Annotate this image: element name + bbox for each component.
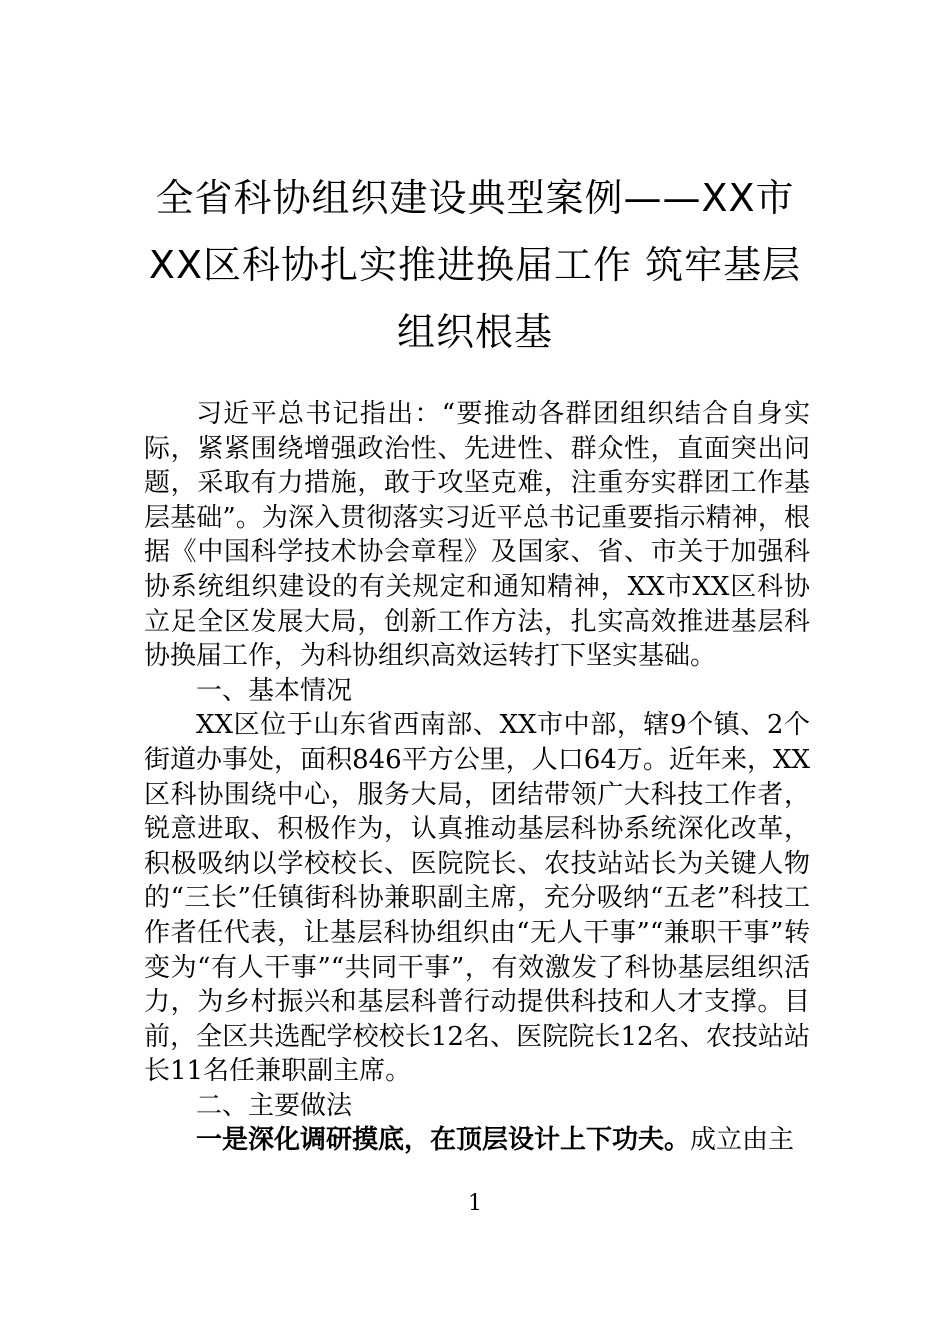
methods-continuation: 成立由主 [690, 1125, 795, 1156]
section-heading-methods: 二、主要做法 [196, 1090, 353, 1121]
methods-paragraph [144, 1123, 810, 1158]
methods-lead-sentence: 一是深化调研摸底，在顶层设计上下功夫。 [196, 1125, 691, 1156]
page-number: 1 [468, 1191, 482, 1216]
intro-paragraph: 习近平总书记指出：“要推动各群团组织结合自身实际，紧紧围绕增强政治性、先进性、群众性，直面突出问题，采取有力措施，敢于攻坚克难，注重夯实群团工作基层基础”。为深入贯彻落实习近平总书记重要指示精神，根据《中国科学技术协会章程》及国家、省、市关于加强科协系统组织建设的有关规定和通知精神，XX市XX区科协立足全区发展大局，创新工作方法，扎实高效推进基层科协换届工作，为科协组织高效运转打下坚实基础。 [144, 399, 810, 672]
basic-info-paragraph: XX区位于山东省西南部、XX市中部，辖9个镇、2个街道办事处，面积846平方公里，人口64万。近年来，XX区科协围绕中心，服务大局，团结带领广大科技工作者，锐意进取、积极作为，认真推动基层科协系统深化改革，积极吸纳以学校校长、医院院长、农技站站长为关键人物的“三长”任镇街科协兼职副主席，充分吸纳“五老”科技工作者任代表，让基层科协组织由“无人干事”“兼职干事”转变为“有人干事”“共同干事”，有效激发了科协基层组织活力，为乡村振兴和基层科普行动提供科技和人才支撑。目前，全区共选配学校校长12名、医院院长12名、农技站站长11名任兼职副主席。 [144, 710, 810, 1087]
document-body [144, 397, 810, 1158]
section-heading-basic: 一、基本情况 [196, 675, 353, 706]
document-title: 全省科协组织建设典型案例——XX市XX区科协扎实推进换届工作 筑牢基层组织根基 [148, 176, 802, 354]
